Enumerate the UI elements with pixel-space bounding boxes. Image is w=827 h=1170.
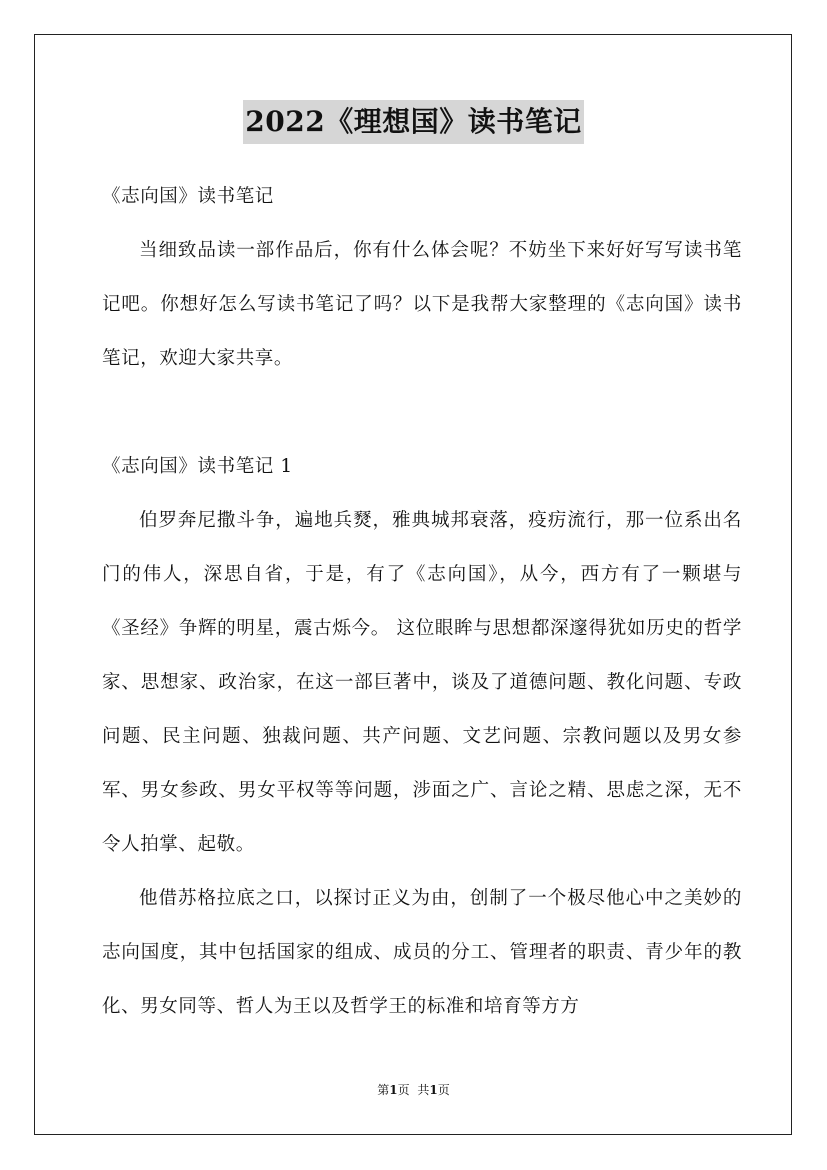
subtitle: 《志向国》读书笔记 — [102, 186, 274, 207]
body-paragraph-1: 伯罗奔尼撒斗争，遍地兵燹，雅典城邦衰落，疫疠流行，那一位系出名门的伟人，深思自省，于是，有了《志向国》，从今，西方有了一颗堪与《圣经》争辉的明星，震古烁今。 这位眼眸与思想都深邃得犹如历史的哲学家、思想家、政治家，在这一部巨著中，谈及了道德问题、教化问题、专政问题、民主问题、独裁问题、共产问题、文艺问题、宗教问题以及男女参军、男女参政、男女平权等等问题，涉面之广、言论之精、思虑之深，无不令人拍掌、起敬。 — [102, 510, 742, 855]
title-wrapper — [0, 100, 827, 144]
page-suffix: 页 — [397, 1083, 410, 1097]
total-suffix: 页 — [437, 1083, 450, 1097]
page-number: 1 — [389, 1083, 398, 1097]
total-pages: 1 — [429, 1083, 438, 1097]
section-spacer — [102, 386, 742, 440]
document-body — [102, 170, 742, 1034]
body-paragraph-2: 他借苏格拉底之口，以探讨正义为由，创制了一个极尽他心中之美妙的志向国度，其中包括国家的组成、成员的分工、管理者的职责、青少年的教化、男女同等、哲人为王以及哲学王的标准和培育等方方 — [102, 888, 742, 1017]
page-footer — [0, 1080, 827, 1100]
total-prefix: 共 — [417, 1083, 430, 1097]
page-prefix: 第 — [377, 1083, 390, 1097]
section-heading: 《志向国》读书笔记 1 — [102, 456, 293, 477]
document-title: 2022《理想国》读书笔记 — [243, 100, 583, 144]
intro-paragraph: 当细致品读一部作品后，你有什么体会呢？不妨坐下来好好写写读书笔记吧。你想好怎么写读书笔记了吗？以下是我帮大家整理的《志向国》读书笔记，欢迎大家共享。 — [102, 240, 742, 369]
